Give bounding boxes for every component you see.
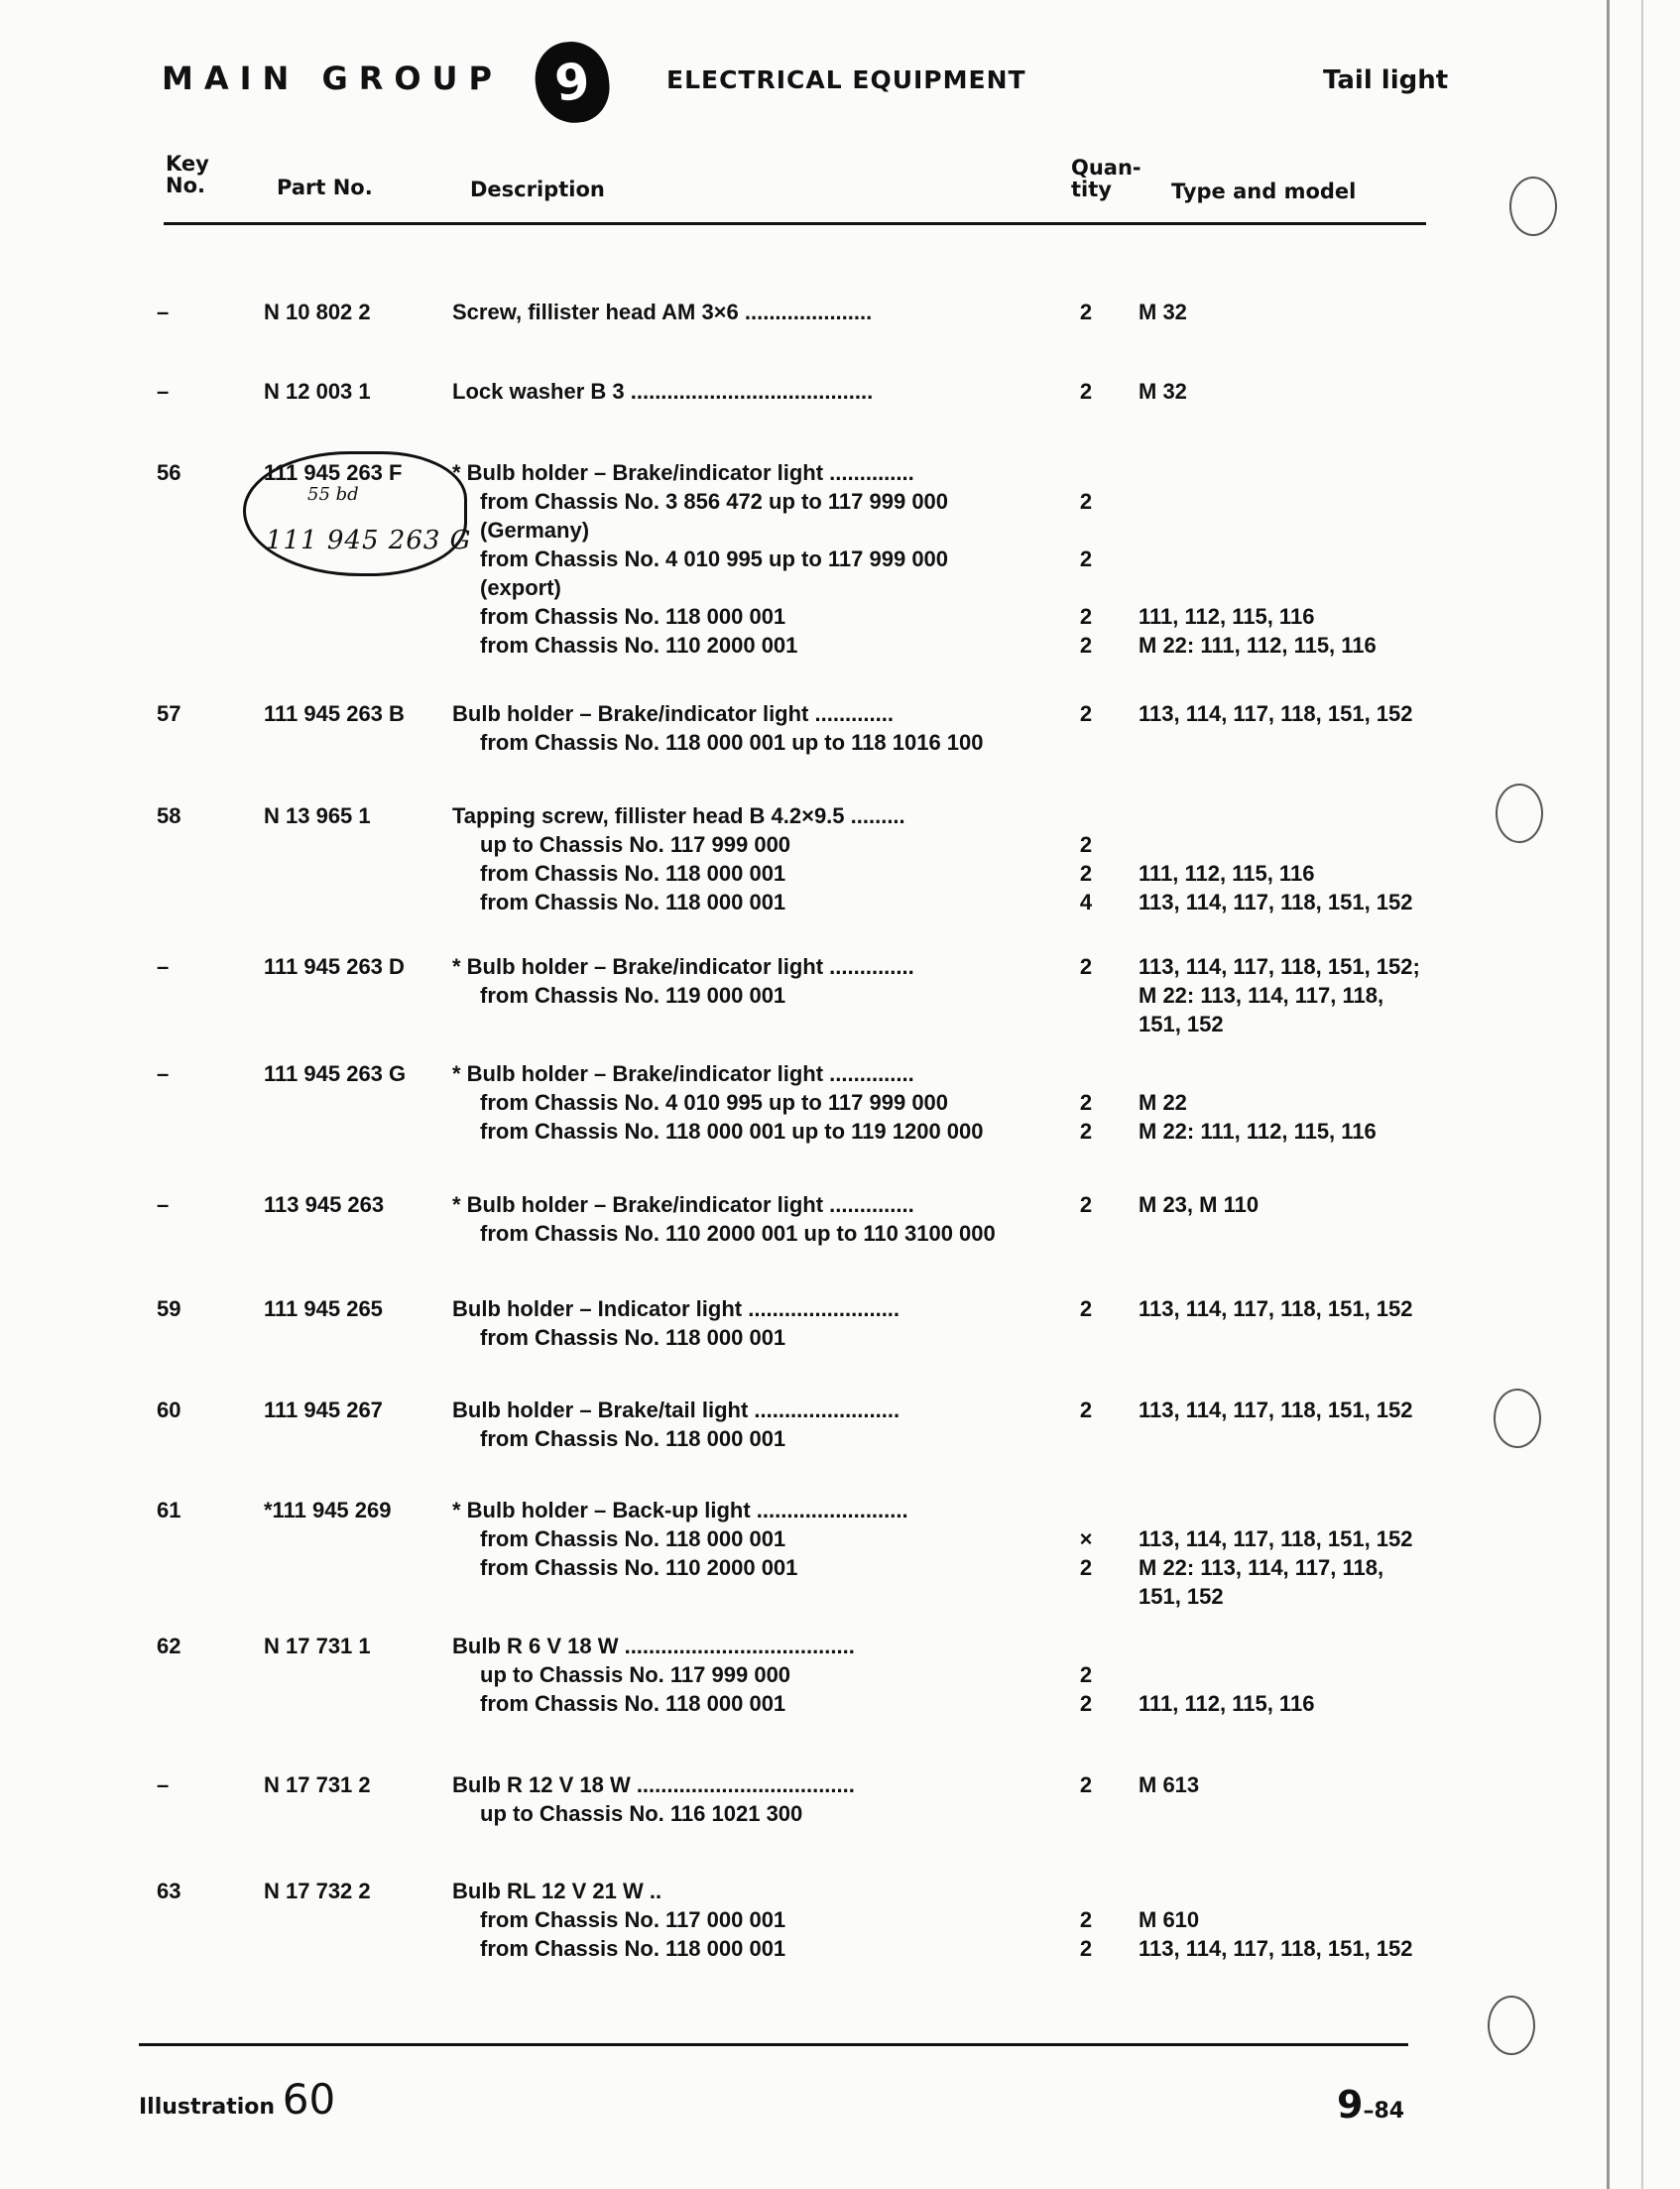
main-group-label: MAIN GROUP <box>162 60 503 97</box>
quantity-line <box>1061 1496 1111 1524</box>
type-model <box>1139 699 1476 757</box>
part-no <box>264 699 442 728</box>
punch-hole <box>1488 1996 1535 2055</box>
key-no <box>157 298 226 326</box>
key-no <box>157 1190 226 1219</box>
description <box>452 298 1047 326</box>
header-rule <box>164 222 1426 225</box>
description-line: * Bulb holder – Brake/indicator light .............. <box>452 1061 914 1086</box>
part-no-line: 111 945 263 D <box>264 954 405 979</box>
illustration-ref <box>139 2075 335 2124</box>
quantity-line <box>1061 573 1111 602</box>
quantity <box>1061 1190 1111 1248</box>
col-quantity <box>1071 157 1141 200</box>
description-line: Lock washer B 3 ........................................ <box>452 379 874 404</box>
description <box>452 699 1047 757</box>
description <box>452 458 1047 660</box>
description-line: from Chassis No. 118 000 001 <box>480 604 786 629</box>
type-model-line: 111, 112, 115, 116 <box>1139 604 1315 629</box>
description-line: Tapping screw, fillister head B 4.2×9.5 ......... <box>452 803 905 828</box>
quantity-line: 2 <box>1079 1296 1093 1321</box>
type-model-line: 113, 114, 117, 118, 151, 152 <box>1139 890 1413 914</box>
key-no-line: – <box>157 1772 170 1797</box>
quantity-line: × <box>1079 1526 1093 1551</box>
quantity-line <box>1061 981 1111 1010</box>
part-no <box>264 952 442 981</box>
description-line: Screw, fillister head AM 3×6 ..................... <box>452 300 873 324</box>
description-line: up to Chassis No. 117 999 000 <box>480 832 791 857</box>
description-line: from Chassis No. 110 2000 001 up to 110 3100 000 <box>480 1221 996 1246</box>
description-line: up to Chassis No. 116 1021 300 <box>480 1801 803 1826</box>
part-no-line: 111 945 263 B <box>264 701 405 726</box>
part-no-line: 111 945 267 <box>264 1398 383 1422</box>
page-main: 9 <box>1337 2083 1364 2127</box>
description-line: from Chassis No. 110 2000 001 <box>480 633 798 658</box>
part-no <box>264 1396 442 1424</box>
type-model-line: M 22: 111, 112, 115, 116 <box>1139 1119 1377 1144</box>
part-no <box>264 1190 442 1219</box>
type-model-line <box>1139 1799 1476 1828</box>
description-line: from Chassis No. 4 010 995 up to 117 999 000 <box>480 547 949 571</box>
description <box>452 1396 1047 1453</box>
quantity-line: 2 <box>1079 1090 1093 1115</box>
quantity <box>1061 377 1111 406</box>
description <box>452 377 1047 406</box>
type-model-line <box>1139 1059 1476 1088</box>
quantity-line: 2 <box>1079 1662 1093 1687</box>
type-model-line: 113, 114, 117, 118, 151, 152 <box>1139 1296 1413 1321</box>
handwritten-note: 55 bd <box>307 484 359 505</box>
type-model-line: 113, 114, 117, 118, 151, 152 <box>1139 1526 1413 1551</box>
description-line: from Chassis No. 118 000 001 <box>480 861 786 886</box>
type-model-line <box>1139 1877 1476 1905</box>
description-line: Bulb R 12 V 18 W .................................... <box>452 1772 855 1797</box>
part-no-line: 111 945 263 G <box>264 1061 407 1086</box>
type-model-line <box>1139 573 1476 602</box>
key-no <box>157 1294 226 1323</box>
type-model-line <box>1139 1496 1476 1524</box>
part-no <box>264 1059 442 1088</box>
quantity-line <box>1061 516 1111 545</box>
subject-title: Tail light <box>1323 65 1449 95</box>
type-model <box>1139 1059 1476 1146</box>
description <box>452 1632 1047 1718</box>
illustration-number: 60 <box>282 2075 336 2124</box>
type-model <box>1139 1396 1476 1453</box>
key-no <box>157 458 226 487</box>
key-no <box>157 1877 226 1905</box>
description-line: Bulb holder – Brake/tail light ........................ <box>452 1398 900 1422</box>
key-no-line: 58 <box>157 803 181 828</box>
quantity <box>1061 1770 1111 1828</box>
description-line: * Bulb holder – Brake/indicator light .............. <box>452 954 914 979</box>
description-line: * Bulb holder – Back-up light ......................... <box>452 1498 908 1522</box>
part-no <box>264 1496 442 1524</box>
description-line: from Chassis No. 3 856 472 up to 117 999 000 <box>480 489 949 514</box>
quantity-line: 2 <box>1079 489 1093 514</box>
type-model <box>1139 801 1476 916</box>
type-model-line: M 23, M 110 <box>1139 1192 1260 1217</box>
col-key-line1: Key <box>166 152 209 176</box>
quantity-line <box>1061 458 1111 487</box>
quantity-line: 2 <box>1079 1119 1093 1144</box>
type-model <box>1139 458 1476 660</box>
quantity <box>1061 1877 1111 1963</box>
part-no-line: 113 945 263 <box>264 1192 385 1217</box>
type-model <box>1139 952 1476 1038</box>
description <box>452 1877 1047 1963</box>
description-line: from Chassis No. 118 000 001 <box>480 1325 786 1350</box>
key-no <box>157 377 226 406</box>
type-model-line <box>1139 830 1476 859</box>
key-no <box>157 1496 226 1524</box>
type-model-line: M 22 <box>1139 1090 1187 1115</box>
part-no <box>264 1632 442 1660</box>
quantity-line <box>1061 1424 1111 1453</box>
type-model <box>1139 1294 1476 1352</box>
type-model-line <box>1139 1660 1476 1689</box>
key-no-line: 56 <box>157 460 181 485</box>
quantity-line: 2 <box>1079 379 1093 404</box>
description-line: Bulb RL 12 V 21 W .. <box>452 1879 662 1903</box>
description <box>452 801 1047 916</box>
part-no <box>264 1877 442 1905</box>
type-model-line <box>1139 1632 1476 1660</box>
key-no <box>157 801 226 830</box>
description-line: up to Chassis No. 117 999 000 <box>480 1662 791 1687</box>
description-line: Bulb holder – Brake/indicator light ............. <box>452 701 894 726</box>
description-line: (export) <box>480 575 561 600</box>
part-no-line: 111 945 263 F <box>264 460 403 485</box>
handwritten-part-number: 111 945 263 G <box>266 526 472 555</box>
punch-hole <box>1496 784 1543 843</box>
illustration-label: Illustration <box>139 2095 276 2120</box>
description-line: Bulb R 6 V 18 W ...................................... <box>452 1634 855 1658</box>
type-model <box>1139 1496 1476 1611</box>
quantity-line <box>1061 1799 1111 1828</box>
description-line: from Chassis No. 4 010 995 up to 117 999 000 <box>480 1090 949 1115</box>
col-qty-line2: tity <box>1071 178 1112 201</box>
key-no-line: – <box>157 379 170 404</box>
key-no-line: 57 <box>157 701 181 726</box>
part-no-line: N 17 731 2 <box>264 1772 371 1797</box>
description-line: * Bulb holder – Brake/indicator light .............. <box>452 460 914 485</box>
quantity-line: 2 <box>1079 861 1093 886</box>
type-model-line: 113, 114, 117, 118, 151, 152 <box>1139 701 1413 726</box>
col-type-model: Type and model <box>1171 180 1357 203</box>
quantity-line: 2 <box>1079 1907 1093 1932</box>
type-model <box>1139 1632 1476 1718</box>
description-line: from Chassis No. 118 000 001 <box>480 1426 786 1451</box>
description-line: from Chassis No. 118 000 001 <box>480 890 786 914</box>
part-no <box>264 377 442 406</box>
description <box>452 1770 1047 1828</box>
quantity-line <box>1061 801 1111 830</box>
key-no-line: 63 <box>157 1879 181 1903</box>
description-line: Bulb holder – Indicator light ......................... <box>452 1296 900 1321</box>
quantity <box>1061 1294 1111 1352</box>
quantity <box>1061 298 1111 326</box>
quantity-line: 2 <box>1079 701 1093 726</box>
description <box>452 1190 1047 1248</box>
description <box>452 1059 1047 1146</box>
quantity <box>1061 699 1111 757</box>
quantity-line: 2 <box>1079 954 1093 979</box>
type-model-line: 113, 114, 117, 118, 151, 152 <box>1139 1398 1413 1422</box>
quantity-line: 2 <box>1079 1936 1093 1961</box>
type-model-line: M 32 <box>1139 300 1187 324</box>
type-model-line: 113, 114, 117, 118, 151, 152 <box>1139 1936 1413 1961</box>
group-number: 9 <box>551 52 593 113</box>
part-no-line: N 10 802 2 <box>264 300 371 324</box>
quantity-line: 2 <box>1079 300 1093 324</box>
type-model-line: M 32 <box>1139 379 1187 404</box>
key-no <box>157 1770 226 1799</box>
type-model-line <box>1139 801 1476 830</box>
description-line: from Chassis No. 118 000 001 up to 119 1200 000 <box>480 1119 984 1144</box>
quantity-line <box>1061 1632 1111 1660</box>
description-line: from Chassis No. 118 000 001 <box>480 1936 786 1961</box>
key-no <box>157 1632 226 1660</box>
scan-edge-line <box>1607 0 1610 2189</box>
key-no-line: 60 <box>157 1398 181 1422</box>
description-line: * Bulb holder – Brake/indicator light .............. <box>452 1192 914 1217</box>
quantity-line <box>1061 1323 1111 1352</box>
quantity-line <box>1061 728 1111 757</box>
type-model <box>1139 1190 1476 1248</box>
quantity-line: 2 <box>1079 1691 1093 1716</box>
quantity-line <box>1061 1059 1111 1088</box>
type-model-line: M 22: 113, 114, 117, 118, <box>1139 1555 1384 1580</box>
type-model-line: M 22: 113, 114, 117, 118, <box>1139 983 1384 1008</box>
key-no <box>157 1059 226 1088</box>
type-model <box>1139 1770 1476 1828</box>
key-no-line: – <box>157 300 170 324</box>
quantity-line <box>1061 1877 1111 1905</box>
quantity-line: 2 <box>1079 832 1093 857</box>
quantity <box>1061 1496 1111 1582</box>
description <box>452 952 1047 1010</box>
quantity <box>1061 952 1111 1010</box>
type-model-line <box>1139 1323 1476 1352</box>
col-description: Description <box>470 178 605 201</box>
type-model <box>1139 377 1476 406</box>
key-no-line: 61 <box>157 1498 181 1522</box>
description-line: from Chassis No. 118 000 001 <box>480 1691 786 1716</box>
quantity <box>1061 801 1111 916</box>
type-model-line: 151, 152 <box>1139 1584 1224 1609</box>
type-model <box>1139 298 1476 326</box>
key-no <box>157 699 226 728</box>
type-model-line: 151, 152 <box>1139 1012 1224 1036</box>
key-no-line: – <box>157 954 170 979</box>
type-model-line <box>1139 728 1476 757</box>
col-key-line2: No. <box>166 174 205 197</box>
part-no-line: 111 945 265 <box>264 1296 383 1321</box>
description-line: from Chassis No. 118 000 001 <box>480 1526 786 1551</box>
quantity-line: 2 <box>1079 1555 1093 1580</box>
quantity-line <box>1061 1219 1111 1248</box>
part-no-line: *111 945 269 <box>264 1498 392 1522</box>
group-number-badge <box>532 38 613 126</box>
part-no-line: N 17 732 2 <box>264 1879 371 1903</box>
type-model-line <box>1139 487 1476 516</box>
description-line: from Chassis No. 119 000 001 <box>480 983 786 1008</box>
quantity-line: 2 <box>1079 633 1093 658</box>
section-title: ELECTRICAL EQUIPMENT <box>666 65 1026 94</box>
part-no <box>264 801 442 830</box>
footer-rule <box>139 2043 1408 2046</box>
quantity-line: 2 <box>1079 604 1093 629</box>
page-number <box>1337 2083 1404 2127</box>
type-model <box>1139 1877 1476 1963</box>
type-model-line: 111, 112, 115, 116 <box>1139 1691 1315 1716</box>
quantity-line: 4 <box>1079 890 1093 914</box>
key-no-line: – <box>157 1061 170 1086</box>
description <box>452 1496 1047 1582</box>
key-no <box>157 952 226 981</box>
quantity-line: 2 <box>1079 547 1093 571</box>
part-no <box>264 1294 442 1323</box>
quantity <box>1061 458 1111 660</box>
part-no <box>264 1770 442 1799</box>
part-no <box>264 298 442 326</box>
part-no-line: N 17 731 1 <box>264 1634 371 1658</box>
quantity <box>1061 1632 1111 1718</box>
type-model-line <box>1139 1424 1476 1453</box>
type-model-line <box>1139 458 1476 487</box>
type-model-line: 111, 112, 115, 116 <box>1139 861 1315 886</box>
key-no-line: – <box>157 1192 170 1217</box>
part-no-line: N 12 003 1 <box>264 379 371 404</box>
col-part-no: Part No. <box>277 176 373 199</box>
type-model-line: 113, 114, 117, 118, 151, 152; <box>1139 954 1420 979</box>
col-qty-line1: Quan- <box>1071 156 1141 180</box>
description-line: from Chassis No. 118 000 001 up to 118 1016 100 <box>480 730 984 755</box>
col-key-no <box>166 153 209 196</box>
part-no-line: N 13 965 1 <box>264 803 371 828</box>
type-model-line <box>1139 545 1476 573</box>
page-sub: –84 <box>1363 2099 1405 2124</box>
description-line: from Chassis No. 117 000 001 <box>480 1907 786 1932</box>
handwritten-circle <box>243 451 467 576</box>
quantity-line: 2 <box>1079 1772 1093 1797</box>
description-line: from Chassis No. 110 2000 001 <box>480 1555 798 1580</box>
punch-hole <box>1494 1389 1541 1448</box>
quantity-line: 2 <box>1079 1192 1093 1217</box>
description <box>452 1294 1047 1352</box>
type-model-line <box>1139 1219 1476 1248</box>
key-no-line: 59 <box>157 1296 181 1321</box>
type-model-line <box>1139 516 1476 545</box>
key-no <box>157 1396 226 1424</box>
type-model-line: M 613 <box>1139 1772 1200 1797</box>
scan-edge-line <box>1641 0 1643 2189</box>
description-line: (Germany) <box>480 518 590 543</box>
type-model-line: M 610 <box>1139 1907 1200 1932</box>
type-model-line: M 22: 111, 112, 115, 116 <box>1139 633 1377 658</box>
punch-hole <box>1509 177 1557 236</box>
quantity <box>1061 1059 1111 1146</box>
quantity-line: 2 <box>1079 1398 1093 1422</box>
key-no-line: 62 <box>157 1634 181 1658</box>
quantity <box>1061 1396 1111 1453</box>
